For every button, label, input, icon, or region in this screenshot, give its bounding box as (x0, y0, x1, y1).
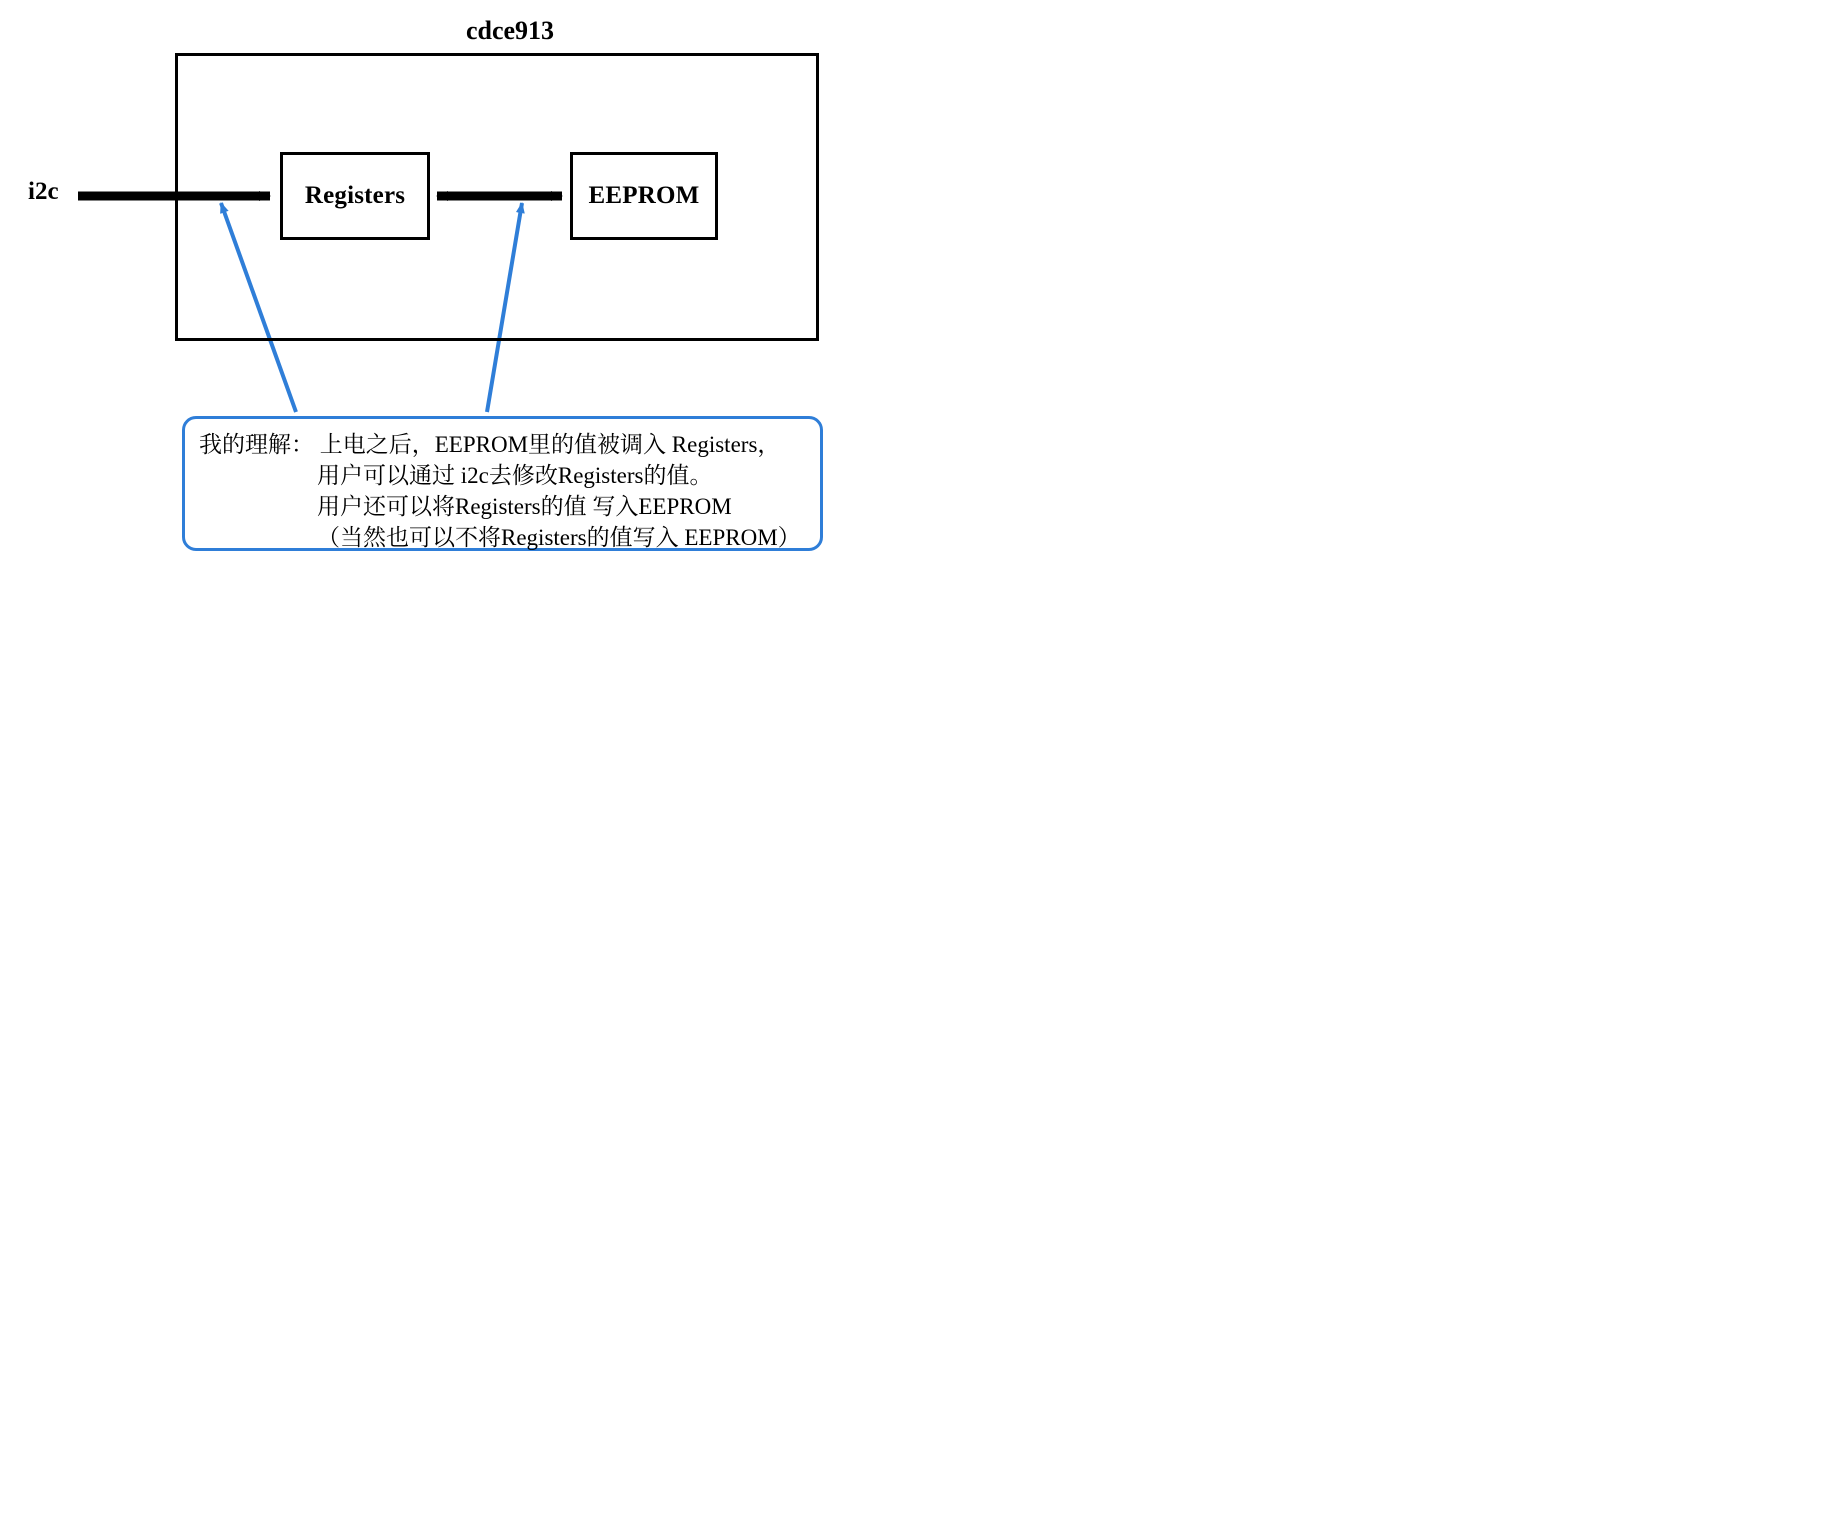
chip-boundary-box (175, 53, 819, 341)
annotation-callout (182, 416, 823, 551)
callout-line-1: 我的理解： 上电之后，EEPROM里的值被调入 Registers， (199, 432, 781, 457)
chip-title: cdce913 (465, 16, 555, 45)
i2c-label: i2c (28, 178, 59, 205)
callout-line-4: （当然也可以不将Registers的值写入 EEPROM） (317, 525, 801, 550)
block-registers (280, 152, 430, 240)
callout-line-2: 用户可以通过 i2c去修改Registers的值。 (317, 463, 713, 488)
block-eeprom (570, 152, 718, 240)
callout-line-3: 用户还可以将Registers的值 写入EEPROM (317, 494, 732, 519)
block-registers-label: Registers (304, 182, 406, 209)
block-eeprom-label: EEPROM (588, 182, 700, 209)
